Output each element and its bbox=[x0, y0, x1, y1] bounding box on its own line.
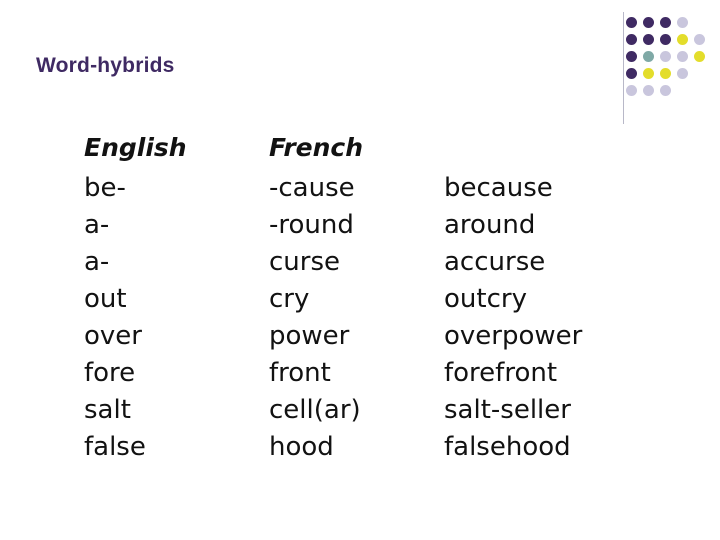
dot-purple bbox=[626, 68, 637, 79]
table-row bbox=[84, 429, 644, 466]
word-hybrids-table bbox=[84, 132, 644, 466]
dot-cell bbox=[691, 65, 708, 82]
table-row bbox=[84, 392, 644, 429]
dot-yellow bbox=[694, 51, 705, 62]
cell-english: be- bbox=[84, 173, 126, 203]
dot-lavender bbox=[694, 34, 705, 45]
dot-purple bbox=[660, 17, 671, 28]
cell-hybrid: accurse bbox=[444, 247, 546, 277]
dot-cell bbox=[657, 14, 674, 31]
cell-english: a- bbox=[84, 210, 110, 240]
cell-english: false bbox=[84, 432, 146, 462]
dot-cell bbox=[623, 48, 640, 65]
dot-yellow bbox=[643, 68, 654, 79]
cell-hybrid: salt-seller bbox=[444, 395, 571, 425]
cell-french: -cause bbox=[269, 173, 355, 203]
dot-cell bbox=[640, 48, 657, 65]
dot-cell bbox=[623, 82, 640, 99]
dot-lavender bbox=[677, 51, 688, 62]
table-row bbox=[84, 207, 644, 244]
table-row bbox=[84, 355, 644, 392]
dot-cell bbox=[623, 31, 640, 48]
cell-hybrid: falsehood bbox=[444, 432, 571, 462]
dot-cell bbox=[691, 14, 708, 31]
dot-purple bbox=[643, 17, 654, 28]
table-row bbox=[84, 170, 644, 207]
dot-yellow bbox=[660, 68, 671, 79]
dot-cell bbox=[657, 48, 674, 65]
cell-english: salt bbox=[84, 395, 131, 425]
dot-lavender bbox=[677, 17, 688, 28]
cell-hybrid: because bbox=[444, 173, 553, 203]
dot-purple bbox=[626, 51, 637, 62]
cell-hybrid: overpower bbox=[444, 321, 583, 351]
dot-cell bbox=[640, 31, 657, 48]
dot-teal bbox=[643, 51, 654, 62]
dot-empty bbox=[694, 85, 705, 96]
dot-cell bbox=[691, 82, 708, 99]
dot-cell bbox=[657, 82, 674, 99]
dot-cell bbox=[691, 48, 708, 65]
dot-cell bbox=[691, 31, 708, 48]
cell-french: -round bbox=[269, 210, 354, 240]
cell-english: fore bbox=[84, 358, 136, 388]
column-header-french: French bbox=[269, 133, 364, 162]
dot-lavender bbox=[660, 51, 671, 62]
cell-french: curse bbox=[269, 247, 341, 277]
dot-lavender bbox=[677, 68, 688, 79]
cell-hybrid: around bbox=[444, 210, 536, 240]
table-header-row bbox=[84, 132, 644, 164]
dot-cell bbox=[640, 65, 657, 82]
table-row bbox=[84, 281, 644, 318]
dot-cell bbox=[674, 82, 691, 99]
dot-cell bbox=[674, 31, 691, 48]
column-header-english: English bbox=[84, 133, 187, 162]
cell-english: a- bbox=[84, 247, 110, 277]
dot-yellow bbox=[677, 34, 688, 45]
dot-empty bbox=[677, 85, 688, 96]
cell-french: cell(ar) bbox=[269, 395, 361, 425]
cell-french: power bbox=[269, 321, 350, 351]
cell-english: over bbox=[84, 321, 142, 351]
dot-purple bbox=[626, 34, 637, 45]
cell-french: hood bbox=[269, 432, 334, 462]
dot-cell bbox=[623, 14, 640, 31]
dot-cell bbox=[640, 82, 657, 99]
table-row bbox=[84, 318, 644, 355]
dot-cell bbox=[657, 31, 674, 48]
table-body bbox=[84, 170, 644, 466]
dot-grid-decoration bbox=[623, 14, 708, 99]
dot-cell bbox=[657, 65, 674, 82]
dot-empty bbox=[694, 17, 705, 28]
cell-hybrid: forefront bbox=[444, 358, 558, 388]
cell-english: out bbox=[84, 284, 127, 314]
page-title: Word-hybrids bbox=[36, 54, 175, 77]
cell-french: front bbox=[269, 358, 331, 388]
dot-empty bbox=[694, 68, 705, 79]
dot-purple bbox=[660, 34, 671, 45]
cell-french: cry bbox=[269, 284, 310, 314]
dot-cell bbox=[640, 14, 657, 31]
dot-lavender bbox=[660, 85, 671, 96]
table-row bbox=[84, 244, 644, 281]
cell-hybrid: outcry bbox=[444, 284, 527, 314]
dot-cell bbox=[674, 48, 691, 65]
dot-cell bbox=[623, 65, 640, 82]
dot-lavender bbox=[626, 85, 637, 96]
dot-lavender bbox=[643, 85, 654, 96]
dot-purple bbox=[643, 34, 654, 45]
dot-cell bbox=[674, 14, 691, 31]
dot-cell bbox=[674, 65, 691, 82]
dot-purple bbox=[626, 17, 637, 28]
